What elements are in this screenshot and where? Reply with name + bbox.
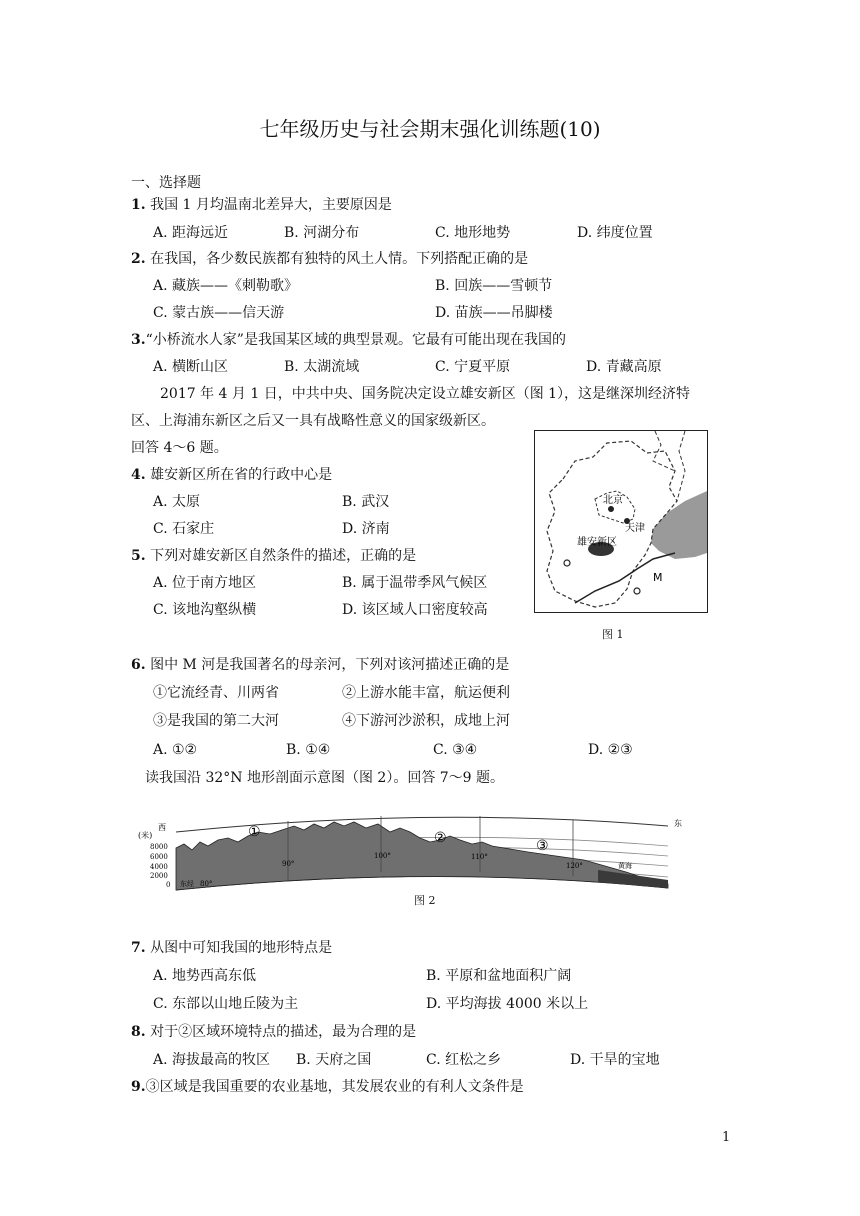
question-6-stem xyxy=(131,656,509,674)
zone-3-label: ③ xyxy=(536,838,549,854)
question-8-stem xyxy=(131,1023,416,1041)
beijing-dot xyxy=(608,506,614,512)
q6-statement-3: ③是我国的第二大河 xyxy=(153,713,279,729)
question-number: 3. xyxy=(131,332,146,348)
question-5-stem xyxy=(131,547,416,565)
y-tick-0: 0 xyxy=(166,881,171,889)
q6-option-a: A. ①② xyxy=(153,742,198,758)
q7-option-c: C. 东部以山地丘陵为主 xyxy=(153,996,299,1012)
passage-figure-2: 读我国沿 32°N 地形剖面示意图（图 2）。回答 7～9 题。 xyxy=(145,770,505,786)
question-3-stem xyxy=(131,331,566,349)
section-heading: 一、选择题 xyxy=(131,175,201,191)
question-number: 1. xyxy=(131,197,146,213)
q1-option-d: D. 纬度位置 xyxy=(577,225,653,241)
capital-dot xyxy=(564,560,570,566)
question-4-stem xyxy=(131,466,332,484)
sea-area xyxy=(651,491,707,559)
question-number: 9. xyxy=(131,1079,146,1095)
q7-option-b: B. 平原和盆地面积广阔 xyxy=(426,968,572,984)
y-tick-8000: 8000 xyxy=(150,843,168,851)
lon-80: 80° xyxy=(200,880,213,888)
figure-2-profile xyxy=(138,808,693,893)
q1-option-a: A. 距海远近 xyxy=(153,225,229,241)
river-label: M xyxy=(653,571,663,584)
q8-option-b: B. 天府之国 xyxy=(296,1052,372,1068)
page-number: 1 xyxy=(722,1130,731,1145)
sea-profile xyxy=(598,870,668,888)
page-title: 七年级历史与社会期末强化训练题(10) xyxy=(259,117,601,141)
figure-1-map xyxy=(534,430,708,613)
xiongan-label: 雄安新区 xyxy=(577,537,617,548)
q2-option-d: D. 苗族——吊脚楼 xyxy=(435,305,553,321)
q4-option-c: C. 石家庄 xyxy=(153,521,215,537)
profile-west: 西 xyxy=(158,823,166,832)
question-number: 2. xyxy=(131,251,146,267)
lon-120: 120° xyxy=(566,862,583,870)
zone-2-label: ② xyxy=(434,830,447,846)
lon-110: 110° xyxy=(471,853,488,861)
q3-option-b: B. 太湖流域 xyxy=(284,359,360,375)
question-text: 雄安新区所在省的行政中心是 xyxy=(150,467,333,483)
q3-option-d: D. 青藏高原 xyxy=(586,359,662,375)
map-drawing xyxy=(535,431,707,612)
y-tick-6000: 6000 xyxy=(150,853,168,861)
q2-option-c: C. 蒙古族——信天游 xyxy=(153,305,285,321)
y-tick-4000: 4000 xyxy=(150,863,168,871)
question-number: 5. xyxy=(131,548,146,564)
lon-prefix: 东经 xyxy=(180,880,194,888)
figure-1-caption: 图 1 xyxy=(602,628,624,641)
q2-option-a: A. 藏族——《刺勒歌》 xyxy=(153,278,299,294)
question-7-stem xyxy=(131,939,332,957)
q3-option-c: C. 宁夏平原 xyxy=(435,359,511,375)
question-text: 对于②区域环境特点的描述，最为合理的是 xyxy=(150,1024,417,1040)
q7-option-d: D. 平均海拔 4000 米以上 xyxy=(426,996,589,1012)
question-number: 4. xyxy=(131,467,146,483)
q8-option-d: D. 干旱的宝地 xyxy=(570,1052,660,1068)
q1-option-c: C. 地形地势 xyxy=(435,225,511,241)
question-2-stem xyxy=(131,250,528,268)
question-1-stem xyxy=(131,196,392,214)
lon-90: 90° xyxy=(282,860,295,868)
question-number: 6. xyxy=(131,657,146,673)
profile-east: 东 xyxy=(674,819,682,828)
q4-option-b: B. 武汉 xyxy=(342,494,390,510)
question-text: 下列对雄安新区自然条件的描述，正确的是 xyxy=(150,548,417,564)
question-text: 图中 M 河是我国著名的母亲河，下列对该河描述正确的是 xyxy=(150,657,510,673)
tianjin-label: 天津 xyxy=(625,523,645,534)
q4-option-d: D. 济南 xyxy=(342,521,390,537)
q7-option-a: A. 地势西高东低 xyxy=(153,968,257,984)
q4-option-a: A. 太原 xyxy=(153,494,201,510)
q5-option-b: B. 属于温带季风气候区 xyxy=(342,575,488,591)
q6-option-c: C. ③④ xyxy=(433,742,478,758)
q5-option-a: A. 位于南方地区 xyxy=(153,575,257,591)
q6-option-d: D. ②③ xyxy=(588,742,633,758)
question-number: 7. xyxy=(131,940,146,956)
q6-option-b: B. ①④ xyxy=(286,742,331,758)
q8-option-c: C. 红松之乡 xyxy=(426,1052,502,1068)
question-text: ③区域是我国重要的农业基地，其发展农业的有利人文条件是 xyxy=(145,1079,524,1095)
question-text: 我国 1 月均温南北差异大，主要原因是 xyxy=(150,197,392,213)
passage-line-2: 区、上海浦东新区之后又一具有战略性意义的国家级新区。 xyxy=(131,413,495,429)
passage-line-1: 2017 年 4 月 1 日，中共中央、国务院决定设立雄安新区（图 1），这是继深圳经济特 xyxy=(160,386,691,402)
question-text: 从图中可知我国的地形特点是 xyxy=(150,940,333,956)
q6-statement-4: ④下游河沙淤积，成地上河 xyxy=(342,713,510,729)
question-text: 在我国，各少数民族都有独特的风土人情。下列搭配正确的是 xyxy=(150,251,529,267)
q2-option-b: B. 回族——雪顿节 xyxy=(435,278,553,294)
profile-unit: (米) xyxy=(138,831,153,840)
question-number: 8. xyxy=(131,1024,146,1040)
sea-label: 黄海 xyxy=(618,862,632,870)
q3-option-a: A. 横断山区 xyxy=(153,359,229,375)
question-9-stem xyxy=(131,1078,524,1096)
y-tick-2000: 2000 xyxy=(150,872,168,880)
city-dot xyxy=(634,588,640,594)
q5-option-c: C. 该地沟壑纵横 xyxy=(153,602,257,618)
beijing-label: 北京 xyxy=(603,495,623,506)
q6-statement-2: ②上游水能丰富，航运便利 xyxy=(342,685,510,701)
q6-statement-1: ①它流经青、川两省 xyxy=(153,685,279,701)
lon-100: 100° xyxy=(374,852,391,860)
figure-2-caption: 图 2 xyxy=(414,894,436,907)
zone-1-label: ① xyxy=(248,824,261,840)
profile-drawing xyxy=(138,808,693,893)
q8-option-a: A. 海拔最高的牧区 xyxy=(153,1052,271,1068)
q5-option-d: D. 该区域人口密度较高 xyxy=(342,602,488,618)
question-text: “小桥流水人家”是我国某区域的典型景观。它最有可能出现在我国的 xyxy=(145,332,566,348)
passage-line-3: 回答 4～6 题。 xyxy=(131,440,228,456)
q1-option-b: B. 河湖分布 xyxy=(284,225,360,241)
